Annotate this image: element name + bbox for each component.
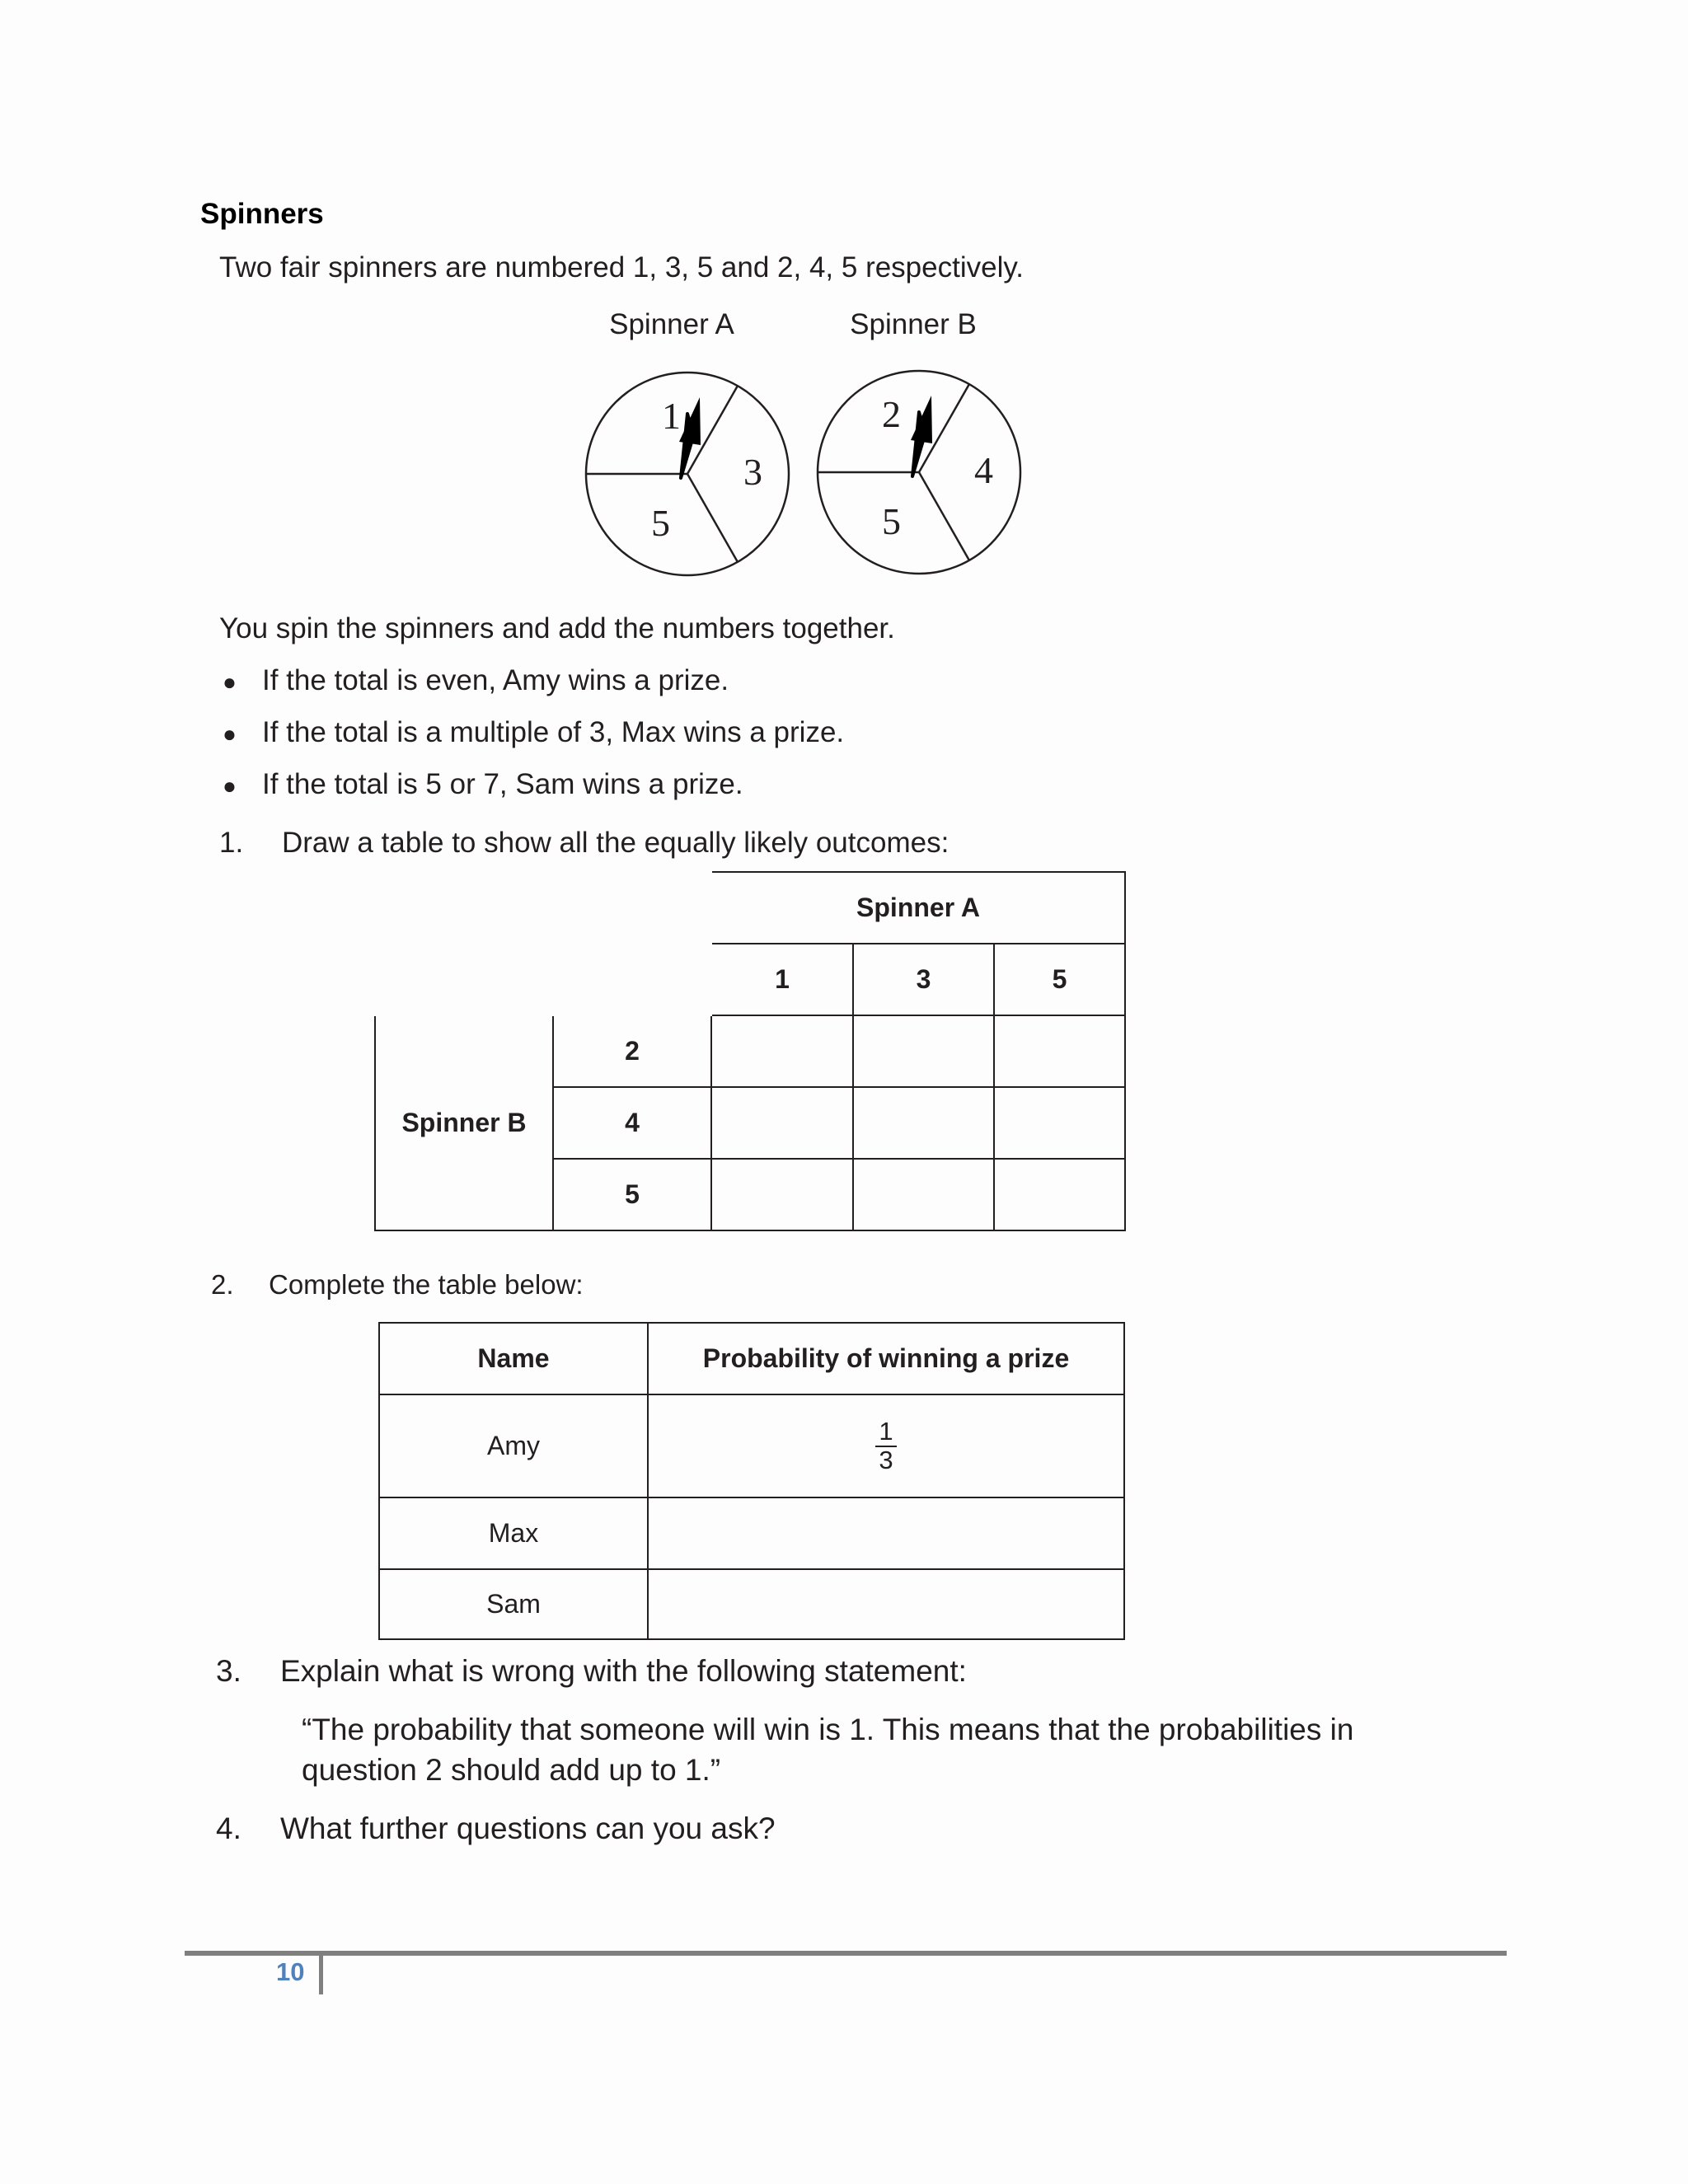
outcome-cell[interactable]	[994, 1015, 1125, 1087]
footer-rule	[185, 1951, 1507, 1956]
prob-header-name: Name	[379, 1323, 648, 1394]
outcome-table	[374, 871, 1126, 1231]
rule-sam: If the total is 5 or 7, Sam wins a prize.	[262, 768, 743, 800]
intro-text: Two fair spinners are numbered 1, 3, 5 and 2, 4, 5 respectively.	[219, 251, 1024, 284]
rules-intro: You spin the spinners and add the numbers together.	[219, 612, 895, 644]
spinner-b-arrowhead	[911, 396, 932, 443]
prob-name-cell: Sam	[379, 1569, 648, 1639]
page-title: Spinners	[200, 198, 324, 230]
spinners-diagram	[577, 363, 1030, 585]
prob-name-cell: Max	[379, 1497, 648, 1569]
question-3-number: 3.	[216, 1654, 241, 1688]
fraction-denominator: 3	[875, 1446, 896, 1474]
fraction	[875, 1418, 896, 1474]
spinner-b-number-5: 5	[882, 500, 901, 542]
outcome-row-value: 2	[553, 1015, 711, 1087]
question-1-number: 1.	[219, 827, 244, 859]
spinner-b-label: Spinner B	[850, 308, 977, 340]
outcome-col-value: 3	[853, 944, 994, 1015]
spinner-b-number-4: 4	[974, 449, 993, 491]
prob-value-cell[interactable]	[648, 1497, 1124, 1569]
question-2-text: Complete the table below:	[269, 1269, 584, 1300]
bullet-icon: ●	[223, 669, 237, 695]
probability-table	[378, 1322, 1125, 1640]
outcome-cell[interactable]	[853, 1159, 994, 1230]
page-number: 10	[276, 1957, 305, 1986]
outcome-row-header: Spinner B	[375, 1015, 553, 1230]
question-1-text: Draw a table to show all the equally likely outcomes:	[282, 827, 950, 859]
spinner-a-number-3: 3	[743, 451, 762, 493]
question-4-text: What further questions can you ask?	[280, 1811, 776, 1845]
bullet-icon: ●	[223, 721, 237, 747]
rule-amy: If the total is even, Amy wins a prize.	[262, 664, 729, 696]
spinner-a-number-1: 1	[662, 395, 681, 437]
question-3-quote-line1: “The probability that someone will win is 1. This means that the probabilities in	[302, 1713, 1354, 1746]
prob-header-probability: Probability of winning a prize	[648, 1323, 1124, 1394]
outcome-cell[interactable]	[711, 1159, 853, 1230]
prob-name-cell: Amy	[379, 1394, 648, 1497]
prob-value-cell[interactable]	[648, 1569, 1124, 1639]
fraction-numerator: 1	[879, 1416, 893, 1446]
spinner-a-number-5: 5	[651, 502, 670, 544]
outcome-cell[interactable]	[853, 1087, 994, 1159]
spinner-b-number-2: 2	[882, 393, 901, 435]
page-number-divider	[319, 1953, 323, 1994]
outcome-cell[interactable]	[711, 1015, 853, 1087]
outcome-cell[interactable]	[994, 1159, 1125, 1230]
question-3-quote-line2: question 2 should add up to 1.”	[302, 1753, 721, 1787]
outcome-cell[interactable]	[853, 1015, 994, 1087]
question-4-number: 4.	[216, 1811, 241, 1845]
prob-value-cell[interactable]	[648, 1394, 1124, 1497]
outcome-col-value: 5	[994, 944, 1125, 1015]
question-3-text: Explain what is wrong with the following statement:	[280, 1654, 967, 1688]
outcome-cell[interactable]	[994, 1087, 1125, 1159]
bullet-icon: ●	[223, 773, 237, 799]
spinner-a-label: Spinner A	[609, 308, 734, 340]
rule-max: If the total is a multiple of 3, Max wins a prize.	[262, 716, 845, 748]
outcome-col-value: 1	[711, 944, 853, 1015]
outcome-col-header: Spinner A	[711, 872, 1125, 944]
spinner-a-arrowhead	[679, 397, 701, 445]
outcome-row-value: 4	[553, 1087, 711, 1159]
question-2-number: 2.	[211, 1269, 234, 1300]
outcome-table-corner	[375, 944, 711, 1015]
outcome-row-value: 5	[553, 1159, 711, 1230]
outcome-table-corner	[375, 872, 711, 944]
outcome-cell[interactable]	[711, 1087, 853, 1159]
